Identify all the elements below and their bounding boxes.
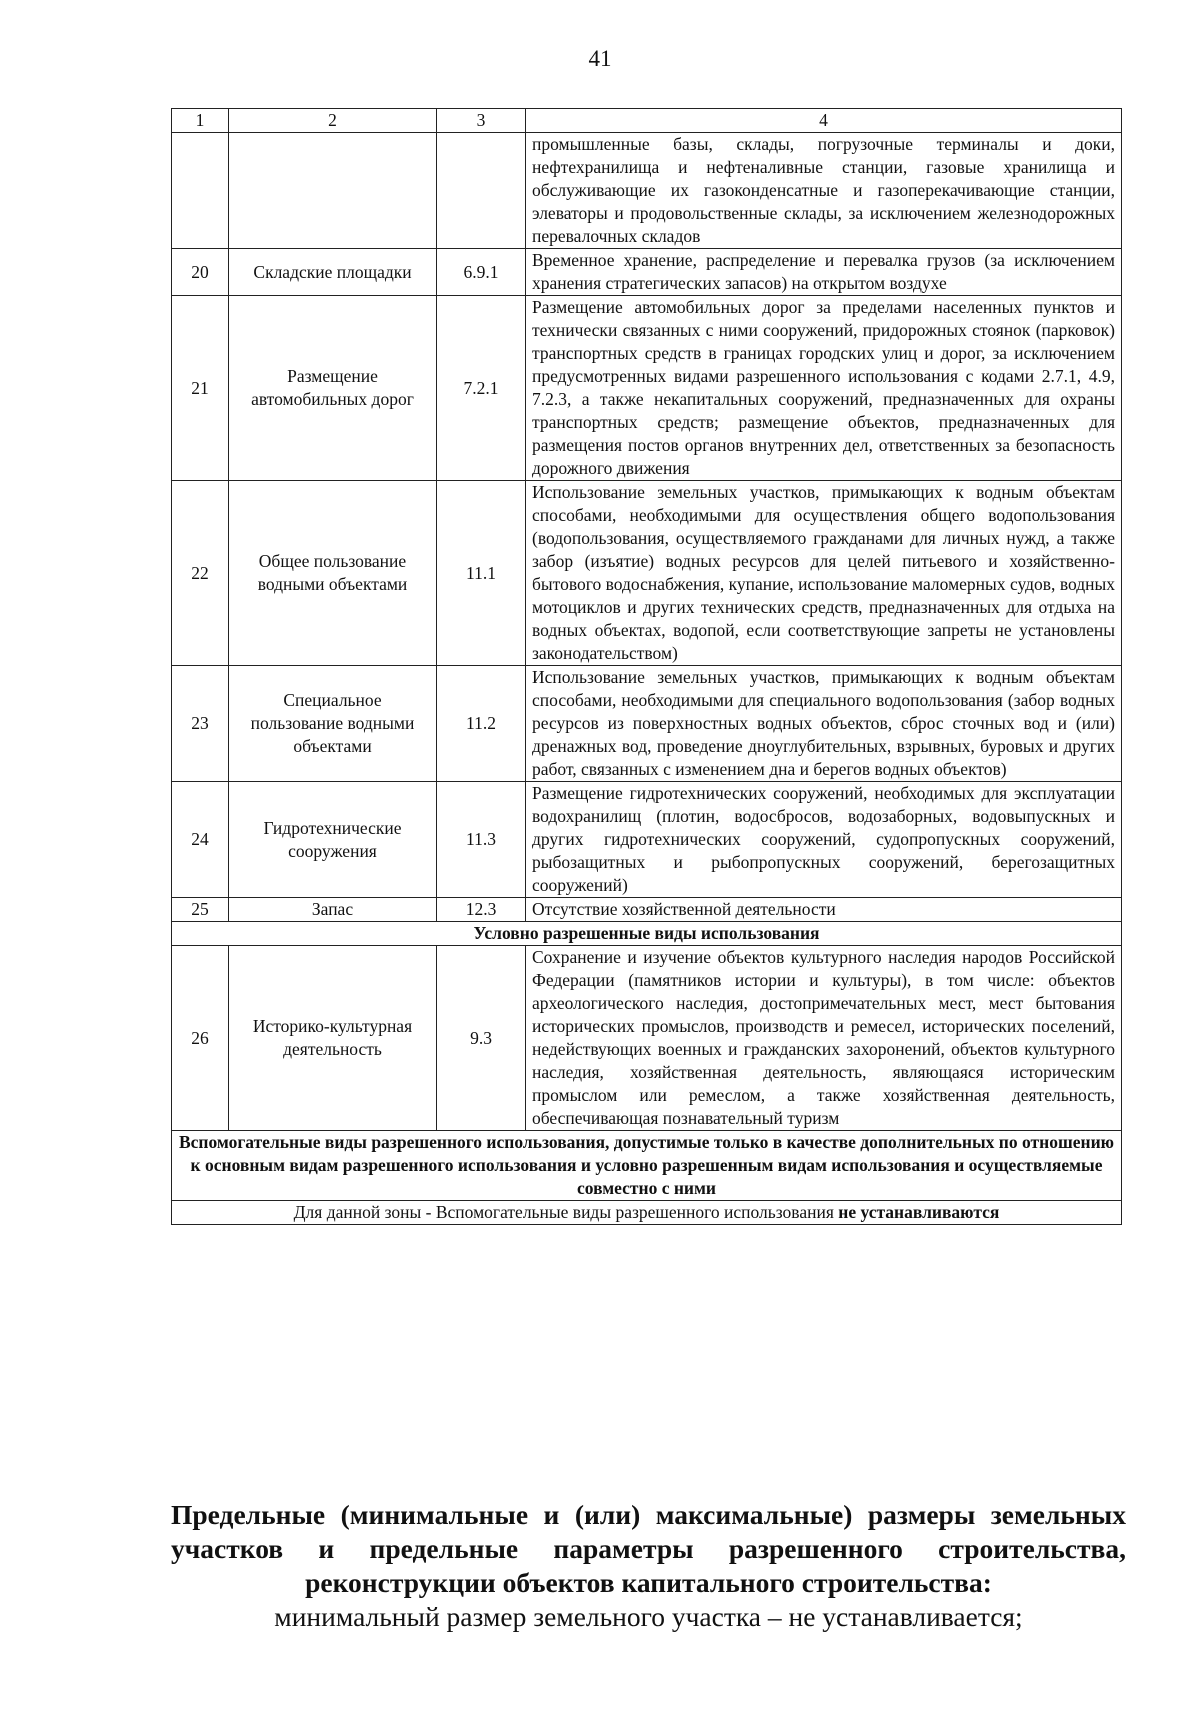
auxiliary-note — [172, 1201, 1122, 1225]
section-row — [172, 1131, 1122, 1201]
row-number: 20 — [172, 249, 229, 296]
row-name: Общее пользование водными объектами — [229, 481, 437, 666]
row-description: Размещение гидротехнических сооружений, необходимых для эксплуатации водохранилищ (плотин, водосбросов, водозаборных, водовыпускных и других гидротехнических сооружений, судопропускных сооружений, рыбозащитных и рыбопропускных сооружений, берегозащитных сооружений) — [526, 782, 1122, 898]
row-description: Использование земельных участков, примыкающих к водным объектам способами, необходимыми для специального водопользования (забор водных ресурсов из поверхностных водных объектов, сброс сточных вод и (или) дренажных вод, проведение дноуглубительных, взрывных, буровых и других работ, связанных с изменением дна и берегов водных объектов) — [526, 666, 1122, 782]
header-col-1: 1 — [172, 109, 229, 133]
row-description: промышленные базы, склады, погрузочные терминалы и доки, нефтехранилища и нефтеналивные станции, газовые хранилища и обслуживающие их газоконденсатные и газоперекачивающие станции, элеваторы и продовольственные склады, за исключением железнодорожных перевалочных складов — [526, 133, 1122, 249]
row-code: 11.1 — [437, 481, 526, 666]
header-col-4: 4 — [526, 109, 1122, 133]
table-row — [172, 898, 1122, 922]
row-number: 21 — [172, 296, 229, 481]
table-header-row — [172, 109, 1122, 133]
page-number: 41 — [588, 46, 612, 71]
table-row — [172, 666, 1122, 782]
row-description: Размещение автомобильных дорог за пределами населенных пунктов и технически связанных с ними сооружений, придорожных стоянок (парковок) транспортных средств в границах городских улиц и дорог, за исключением предусмотренных видами разрешенного использования с кодами 2.7.1, 4.9, 7.2.3, а также некапитальных сооружений, предназначенных для охраны транспортных средств; размещение объектов, предназначенных для размещения постов органов внутренних дел, ответственных за безопасность дорожного движения — [526, 296, 1122, 481]
table-row — [172, 946, 1122, 1131]
row-name: Специальное пользование водными объектами — [229, 666, 437, 782]
table-row — [172, 133, 1122, 249]
row-name: Размещение автомобильных дорог — [229, 296, 437, 481]
table-row — [172, 249, 1122, 296]
row-name: Гидротехнические сооружения — [229, 782, 437, 898]
auxiliary-uses-heading: Вспомогательные виды разрешенного использования, допустимые только в качестве дополнительных по отношению к основным видам разрешенного использования и условно разрешенным видам использования и осуществляемые совместно с ними — [172, 1131, 1122, 1201]
min-size-text: минимальный размер земельного участка – не устанавливается; — [274, 1601, 1023, 1632]
row-name: Запас — [229, 898, 437, 922]
limits-heading: Предельные (минимальные и (или) максимальные) размеры земельных участков и предельные параметры разрешенного строительства, реконструкции объектов капитального строительства: — [171, 1499, 1126, 1598]
row-description: Использование земельных участков, примыкающих к водным объектам способами, необходимыми для осуществления общего водопользования (водопользования, осуществляемого гражданами для личных нужд, а также забор (изъятие) водных ресурсов для целей питьевого и хозяйственно-бытового водоснабжения, купание, использование маломерных судов, водных мотоциклов и других технических средств, предназначенных для отдыха на водных объектах, водопой, если соответствующие запреты не установлены законодательством) — [526, 481, 1122, 666]
row-number: 26 — [172, 946, 229, 1131]
header-col-2: 2 — [229, 109, 437, 133]
auxiliary-note-text: Для данной зоны - Вспомогательные виды разрешенного использования — [293, 1202, 834, 1222]
row-code: 7.2.1 — [437, 296, 526, 481]
row-number: 24 — [172, 782, 229, 898]
limits-block — [171, 1498, 1126, 1634]
row-name: Историко-культурная деятельность — [229, 946, 437, 1131]
header-col-3: 3 — [437, 109, 526, 133]
row-code: 6.9.1 — [437, 249, 526, 296]
auxiliary-note-bold: не устанавливаются — [838, 1202, 1000, 1222]
row-code — [437, 133, 526, 249]
row-description: Сохранение и изучение объектов культурного наследия народов Российской Федерации (памятников истории и культуры), в том числе: объектов археологического наследия, достопримечательных мест, мест бытования исторических промыслов, производств и ремесел, исторических поселений, недействующих военных и гражданских захоронений, объектов культурного наследия, хозяйственная деятельность, являющаяся историческим промыслом или ремеслом, а также хозяйственная деятельность, обеспечивающая познавательный туризм — [526, 946, 1122, 1131]
row-code: 9.3 — [437, 946, 526, 1131]
row-description: Отсутствие хозяйственной деятельности — [526, 898, 1122, 922]
row-code: 11.3 — [437, 782, 526, 898]
conditional-uses-heading: Условно разрешенные виды использования — [172, 922, 1122, 946]
table-row — [172, 481, 1122, 666]
row-number — [172, 133, 229, 249]
row-name: Складские площадки — [229, 249, 437, 296]
table-row — [172, 296, 1122, 481]
row-code: 12.3 — [437, 898, 526, 922]
table-row — [172, 782, 1122, 898]
row-number: 23 — [172, 666, 229, 782]
row-number: 25 — [172, 898, 229, 922]
row-code: 11.2 — [437, 666, 526, 782]
row-name — [229, 133, 437, 249]
section-row — [172, 922, 1122, 946]
row-number: 22 — [172, 481, 229, 666]
row-description: Временное хранение, распределение и перевалка грузов (за исключением хранения стратегических запасов) на открытом воздухе — [526, 249, 1122, 296]
note-row — [172, 1201, 1122, 1225]
land-use-table — [171, 108, 1122, 1225]
